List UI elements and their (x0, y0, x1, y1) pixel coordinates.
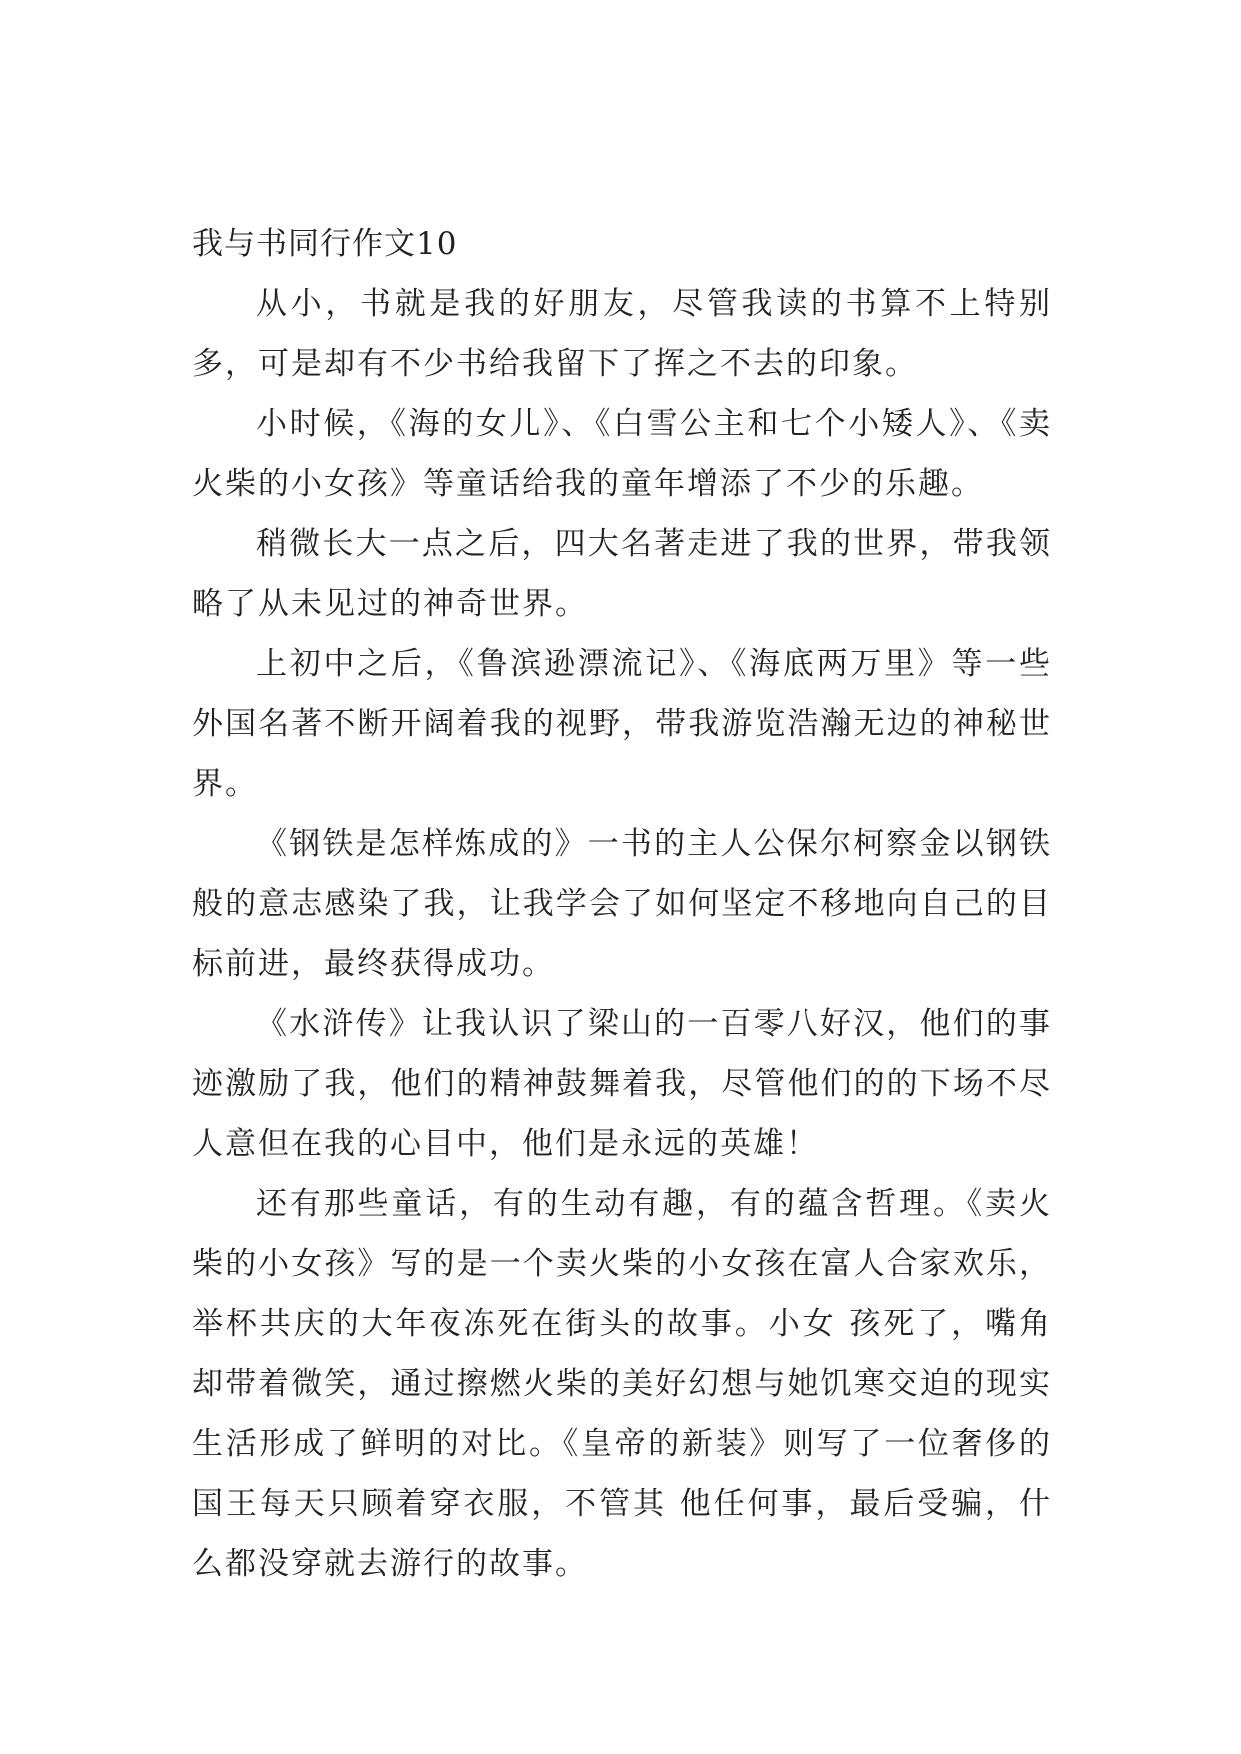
paragraph-6: 《水浒传》让我认识了梁山的一百零八好汉，他们的事迹激励了我，他们的精神鼓舞着我，尽管他们的的下场不尽人意但在我的心目中，他们是永远的英雄！ (192, 1006, 1052, 1162)
document-page (192, 214, 1052, 1594)
paragraph-2: 小时候，《海的女儿》、《白雪公主和七个小矮人》、《卖火柴的小女孩》等童话给我的童年增添了不少的乐趣。 (192, 406, 1052, 502)
paragraph-3: 稍微长大一点之后，四大名著走进了我的世界，带我领略了从未见过的神奇世界。 (192, 526, 1052, 622)
paragraph-5: 《钢铁是怎样炼成的》一书的主人公保尔柯察金以钢铁般的意志感染了我，让我学会了如何坚定不移地向自己的目标前进，最终获得成功。 (192, 826, 1052, 982)
paragraph-4: 上初中之后，《鲁滨逊漂流记》、《海底两万里》等一些外国名著不断开阔着我的视野，带我游览浩瀚无边的神秘世界。 (192, 646, 1052, 802)
paragraph-1: 从小，书就是我的好朋友，尽管我读的书算不上特别多，可是却有不少书给我留下了挥之不去的印象。 (192, 286, 1052, 382)
paragraph-7: 还有那些童话，有的生动有趣，有的蕴含哲理。《卖火柴的小女孩》写的是一个卖火柴的小女孩在富人合家欢乐，举杯共庆的大年夜冻死在街头的故事。小女 孩死了，嘴角却带着微笑，通过擦燃火柴的美好幻想与她饥寒交迫的现实生活形成了鲜明的对比。《皇帝的新装》则写了一位奢侈的国王每天只顾着穿衣服，不管其 他任何事，最后受骗，什么都没穿就去游行的故事。 (192, 1186, 1052, 1582)
document-title: 我与书同行作文10 (192, 226, 458, 262)
